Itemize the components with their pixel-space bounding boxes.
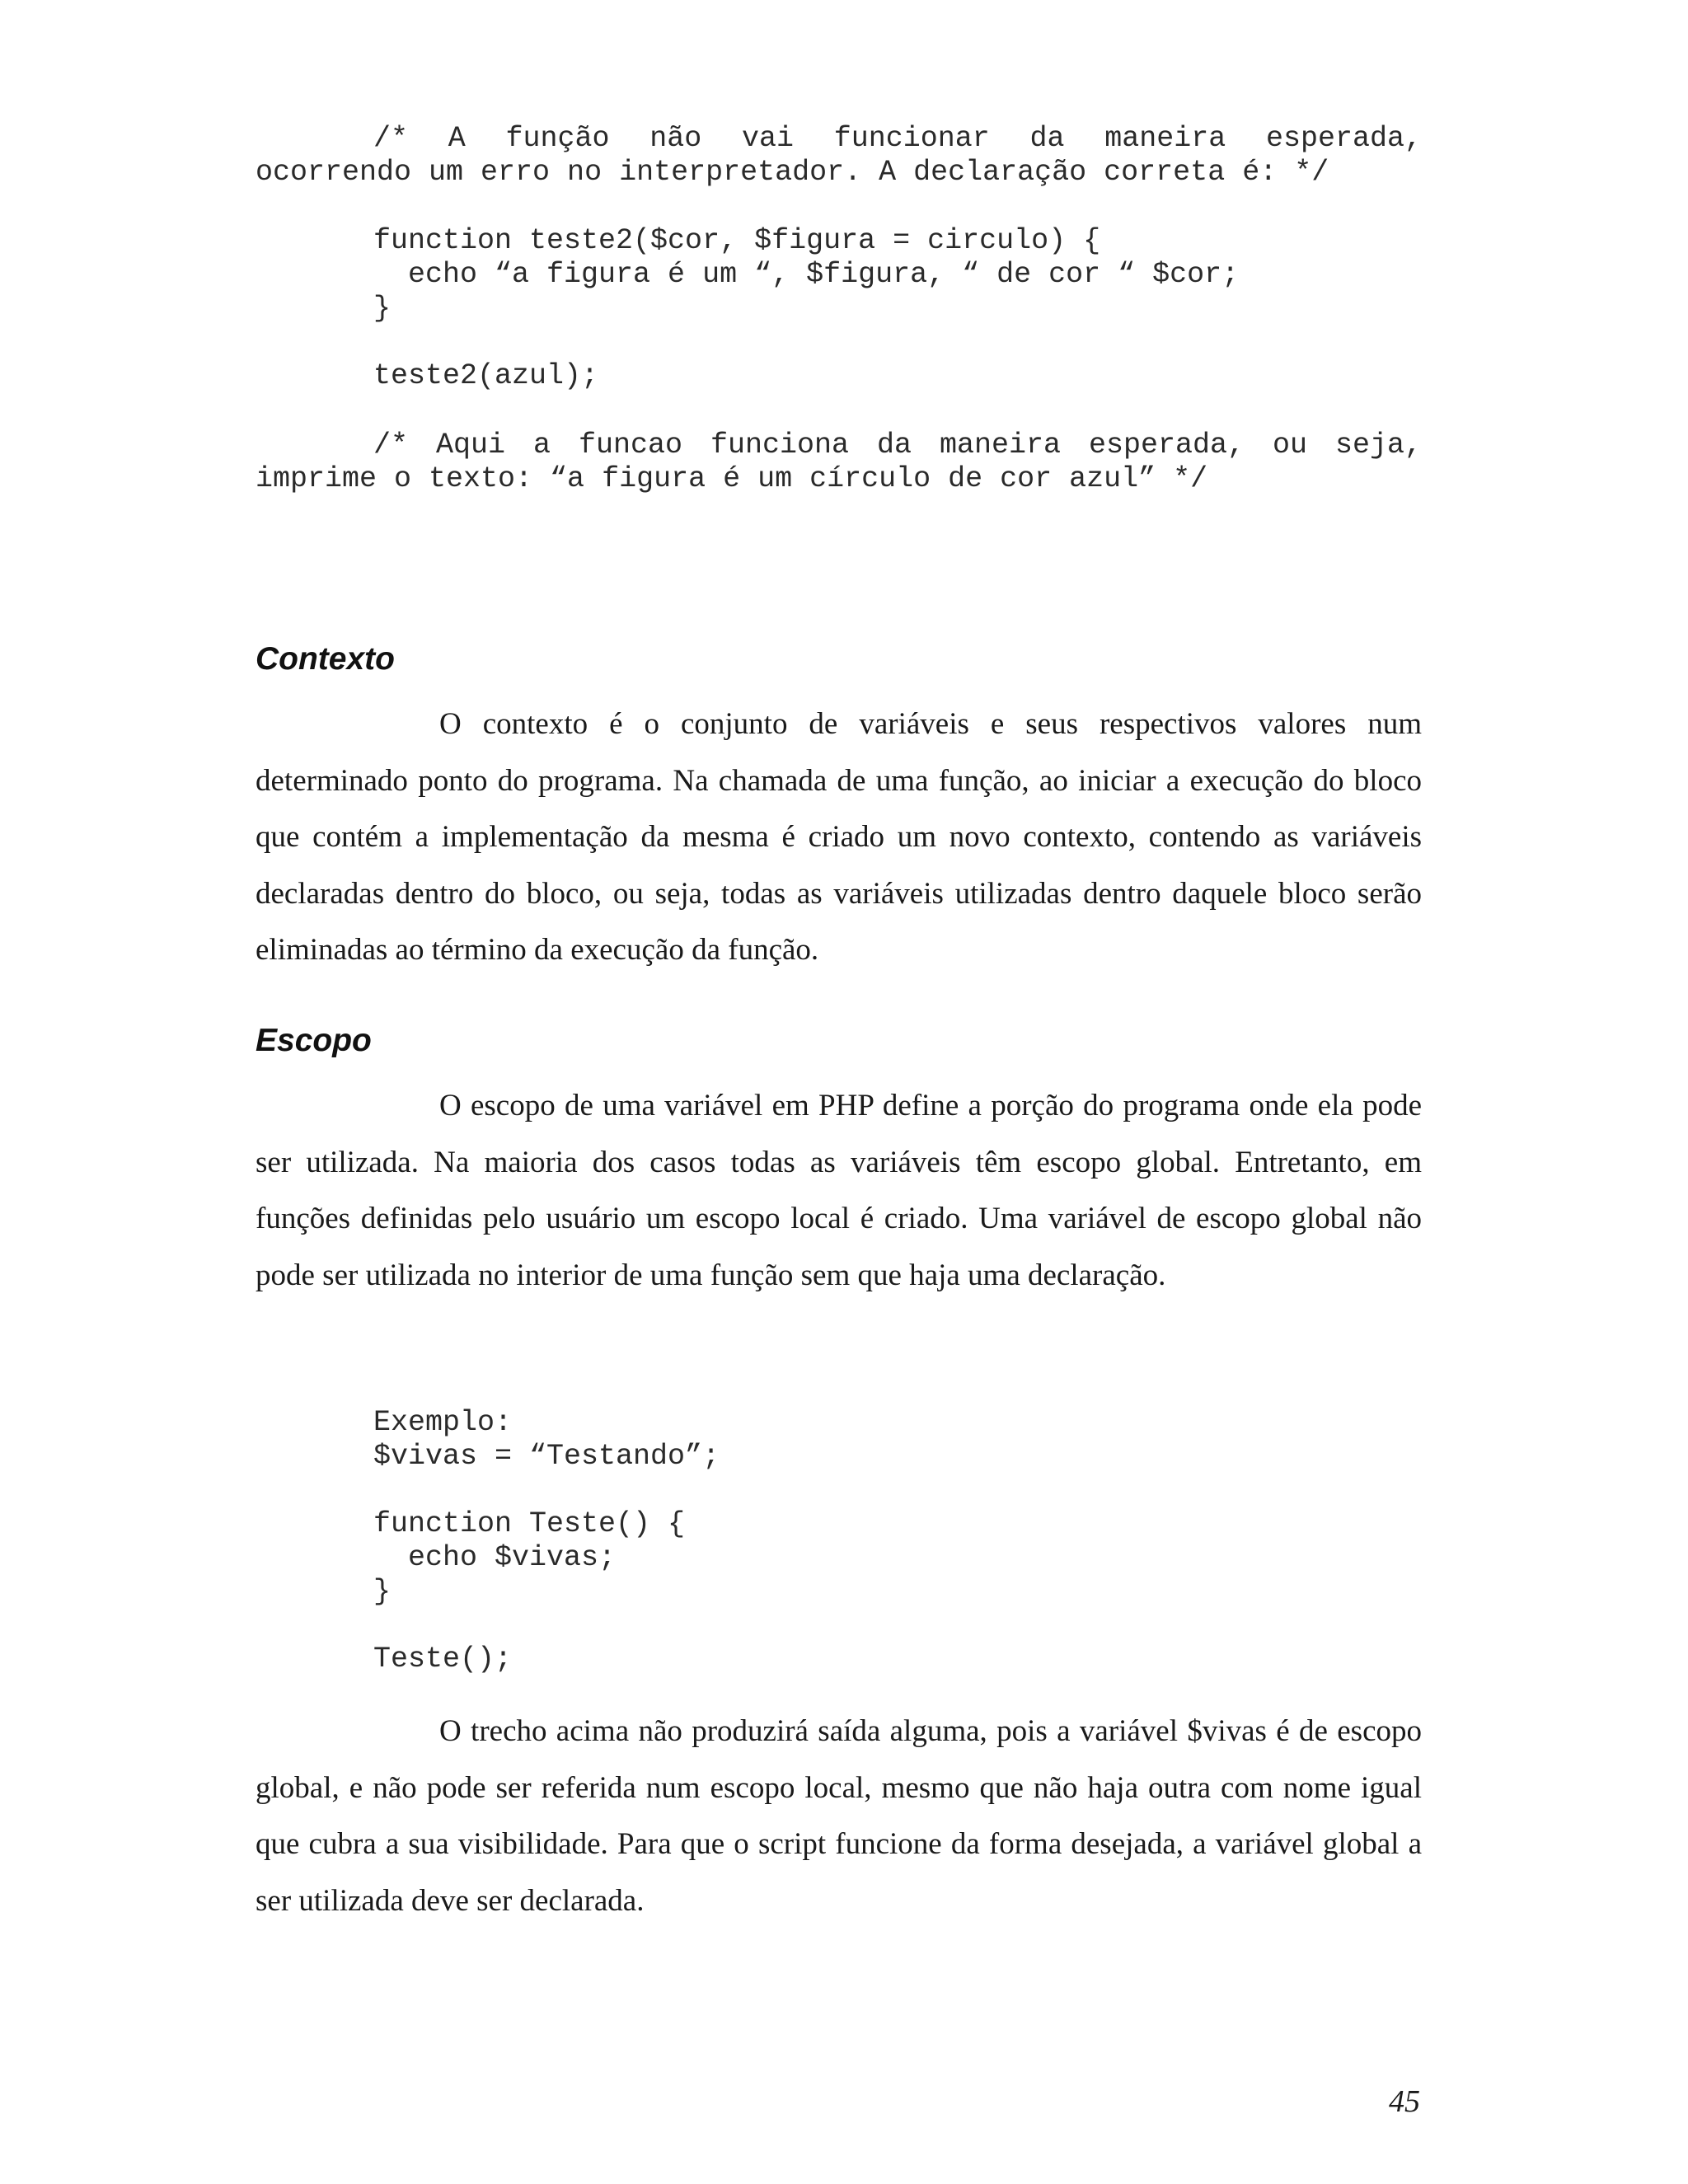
code-line: } — [373, 1575, 392, 1608]
section-heading-contexto: Contexto — [256, 641, 395, 677]
code-line: ocorrendo um erro no interpretador. A declaração correta é: */ — [256, 156, 1329, 189]
code-line: imprime o texto: “a figura é um círculo de cor azul” */ — [256, 462, 1208, 495]
code-line: Exemplo: — [373, 1406, 513, 1439]
code-line: echo “a figura é um “, $figura, “ de cor “ $cor; — [373, 258, 1240, 291]
code-line: } — [373, 292, 392, 325]
code-line: /* A função não vai funcionar da maneira esperada, — [373, 122, 1422, 155]
code-line: echo $vivas; — [373, 1541, 617, 1574]
code-comment-2 — [256, 429, 1422, 496]
paragraph-contexto: O contexto é o conjunto de variáveis e seus respectivos valores num determinado ponto do programa. Na chamada de uma função, ao iniciar a execução do bloco que contém a implementação da mesma é criado um novo contexto, contendo as variáveis declaradas dentro do bloco, ou seja, todas as variáveis utilizadas dentro daquele bloco serão eliminadas ao término da execução da função. — [256, 707, 1422, 967]
paragraph-escopo: O escopo de uma variável em PHP define a porção do programa onde ela pode ser utilizada. Na maioria dos casos todas as variáveis têm escopo global. Entretanto, em funções definidas pelo usuário um escopo local é criado. Uma variável de escopo global não pode ser utilizada no interior de uma função sem que haja uma declaração. — [256, 1089, 1422, 1292]
code-line: Teste(); — [373, 1643, 513, 1675]
paragraph-closing: O trecho acima não produzirá saída alguma, pois a variável $vivas é de escopo global, e não pode ser referida num escopo local, mesmo que não haja outra com nome igual que cubra a sua visibilidade. Para que o script funcione da forma desejada, a variável global a ser utilizada deve ser declarada. — [256, 1714, 1422, 1918]
code-line: function Teste() { — [373, 1507, 686, 1540]
page-number: 45 — [1389, 2084, 1420, 2119]
code-line: function teste2($cor, $figura = circulo) { — [373, 224, 1101, 257]
code-comment-1 — [256, 122, 1422, 190]
code-line: teste2(azul); — [373, 359, 599, 392]
section-heading-escopo: Escopo — [256, 1023, 372, 1058]
code-line: $vivas = “Testando”; — [373, 1440, 720, 1473]
code-line: /* Aqui a funcao funciona da maneira esperada, ou seja, — [373, 429, 1422, 462]
